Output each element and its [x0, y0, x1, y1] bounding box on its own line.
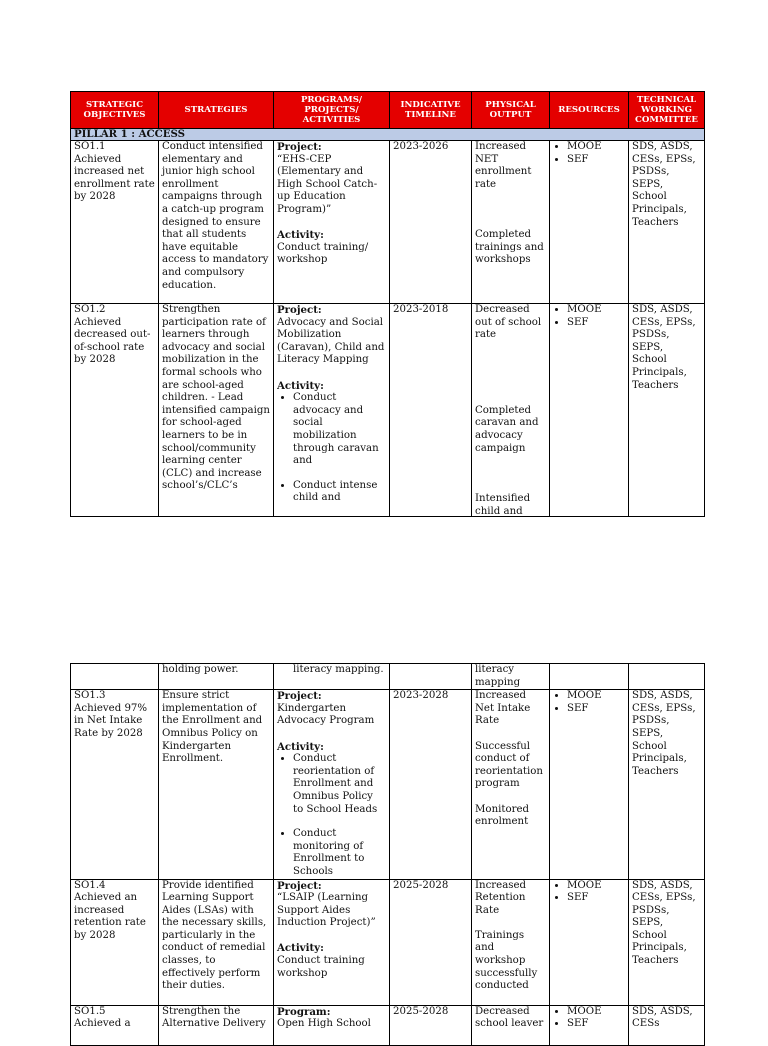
objective-cell: SO1.3 Achieved 97% in Net Intake Rate by 2028	[71, 690, 159, 879]
project-label: Project:	[277, 304, 322, 316]
project-text: Kindergarten Advocacy Program	[277, 702, 375, 727]
activity-label: Activity:	[277, 942, 324, 955]
project-text: “EHS-CEP (Elementary and High School Catch-up Education Program)”	[277, 153, 378, 215]
resources-cell	[550, 141, 629, 304]
timeline-cell: 2023-2026	[390, 141, 472, 304]
output-cell	[472, 304, 550, 517]
strategy-cell	[159, 304, 274, 517]
strategic-plan-table-page-2	[70, 663, 705, 1046]
resource-item: • SEF	[567, 1018, 625, 1031]
resource-item: • SEF	[567, 317, 625, 330]
program-cell	[274, 304, 390, 517]
resource-item: • SEF	[567, 892, 625, 905]
timeline-cell: 2025-2028	[390, 879, 472, 1005]
output-1: Decreased out of school rate	[475, 304, 542, 341]
program-cell	[274, 1005, 390, 1045]
pillar-label: PILLAR 1 : ACCESS	[71, 129, 705, 141]
strategy-cell: Conduct intensified elementary and junior high school enrollment campaigns through a catch-up program designed to ensure that all students have equitable access to mandatory and compulsory education.	[159, 141, 274, 304]
program-cell: literacy mapping.	[274, 664, 390, 690]
activity-item: • Conduct monitoring of Enrollment to Schools	[293, 828, 386, 878]
program-cell	[274, 141, 390, 304]
objective-cell: SO1.1 Achieved increased net enrollment rate by 2028	[71, 141, 159, 304]
program-label: Program:	[277, 1005, 331, 1018]
header-resources: RESOURCES	[550, 92, 629, 129]
header-output: PHYSICAL OUTPUT	[472, 92, 550, 129]
committee-cell: SDS, ASDS, CESs, EPSs, PSDSs, SEPS, School Principals, Teachers	[629, 690, 705, 879]
header-timeline: INDICATIVE TIMELINE	[390, 92, 472, 129]
activity-label: Activity:	[277, 229, 324, 242]
objective-cell: SO1.4 Achieved an increased retention rate by 2028	[71, 879, 159, 1005]
resource-item: • MOOE	[567, 880, 625, 893]
resource-item: • SEF	[567, 154, 625, 167]
resource-item: • SEF	[567, 703, 625, 716]
output-1: Increased Retention Rate	[475, 879, 527, 916]
activity-item: • Conduct intense child and	[293, 480, 386, 505]
output-1: Increased Net Intake Rate	[475, 690, 531, 727]
activity-text: Conduct training/ workshop	[277, 241, 369, 266]
output-cell	[472, 879, 550, 1005]
header-committee: TECHNICAL WORKING COMMITTEE	[629, 92, 705, 129]
header-objectives: STRATEGIC OBJECTIVES	[71, 92, 159, 129]
strategy-text: Strengthen participation rate of learners through advocacy and social mobilization in the formal schools who are school-aged children. - Lead intensified campaign for school-aged learners to be in school/community learning center (CLC) and increase school’s/CLC’s	[162, 304, 270, 492]
output-1: Increased NET enrollment rate	[475, 141, 532, 190]
output-2: Successful conduct of reorientation program	[475, 740, 543, 790]
table-row	[71, 141, 705, 304]
resources-cell	[550, 304, 629, 517]
output-cell	[472, 141, 550, 304]
timeline-cell: 2025-2028	[390, 1005, 472, 1045]
project-label: Project:	[277, 141, 322, 153]
header-programs: PROGRAMS/ PROJECTS/ ACTIVITIES	[274, 92, 390, 129]
activity-label: Activity:	[277, 379, 324, 392]
committee-cell: SDS, ASDS, CESs	[629, 1005, 705, 1045]
timeline-cell: 2023-2018	[390, 304, 472, 517]
resource-item: • MOOE	[567, 1006, 625, 1019]
strategy-cell: Provide identified Learning Support Aides (LSAs) with the necessary skills, particularly in the conduct of remedial classes, to effectively perform their duties.	[159, 879, 274, 1005]
timeline-cell: 2023-2028	[390, 690, 472, 879]
resource-item: • MOOE	[567, 304, 625, 317]
output-cell: Decreased school leaver	[472, 1005, 550, 1045]
activity-label: Activity:	[277, 740, 324, 753]
continuation-row	[71, 664, 705, 690]
program-cell	[274, 690, 390, 879]
activity-item: • Conduct advocacy and social mobilization through caravan and	[293, 392, 386, 468]
project-label: Project:	[277, 879, 322, 892]
resource-item: • MOOE	[567, 141, 625, 154]
project-text: Advocacy and Social Mobilization (Caravan), Child and Literacy Mapping	[277, 316, 385, 366]
objective-cell: SO1.2 Achieved decreased out-of-school rate by 2028	[71, 304, 159, 517]
project-text: “LSAIP (Learning Support Aides Induction Project)”	[277, 892, 376, 929]
committee-cell: SDS, ASDS, CESs, EPSs, PSDSs, SEPS, School Principals, Teachers	[629, 879, 705, 1005]
table-row	[71, 690, 705, 879]
output-3: Intensified child and	[475, 492, 531, 516]
committee-cell: SDS, ASDS, CESs, EPSs, PSDSs, SEPS, School Principals, Teachers	[629, 141, 705, 304]
strategy-cell: Strengthen the Alternative Delivery	[159, 1005, 274, 1045]
header-strategies: STRATEGIES	[159, 92, 274, 129]
output-2: Completed trainings and workshops	[475, 229, 544, 266]
table-row	[71, 1005, 705, 1045]
resource-item: • MOOE	[567, 690, 625, 703]
table-row	[71, 879, 705, 1005]
output-2: Trainings and workshop successfully conducted	[475, 929, 538, 992]
activity-text: Conduct training workshop	[277, 955, 365, 979]
resources-cell	[550, 879, 629, 1005]
strategy-cell: Ensure strict implementation of the Enrollment and Omnibus Policy on Kindergarten Enrollment.	[159, 690, 274, 879]
resources-cell	[550, 1005, 629, 1045]
objective-cell: SO1.5 Achieved a	[71, 1005, 159, 1045]
committee-cell: SDS, ASDS, CESs, EPSs, PSDSs, SEPS, School Principals, Teachers	[629, 304, 705, 517]
output-cell: literacy mapping	[472, 664, 550, 690]
program-cell	[274, 879, 390, 1005]
pillar-row	[71, 129, 705, 141]
strategy-cell: holding power.	[159, 664, 274, 690]
strategic-plan-table-page-1	[70, 91, 705, 517]
output-3: Monitored enrolment	[475, 803, 530, 828]
table-row	[71, 304, 705, 517]
project-label: Project:	[277, 690, 322, 703]
table-header-row	[71, 92, 705, 129]
activity-item: • Conduct reorientation of Enrollment and Omnibus Policy to School Heads	[293, 753, 386, 816]
output-cell	[472, 690, 550, 879]
program-text: Open High School	[277, 1018, 371, 1030]
resources-cell	[550, 690, 629, 879]
output-2: Completed caravan and advocacy campaign	[475, 404, 539, 454]
